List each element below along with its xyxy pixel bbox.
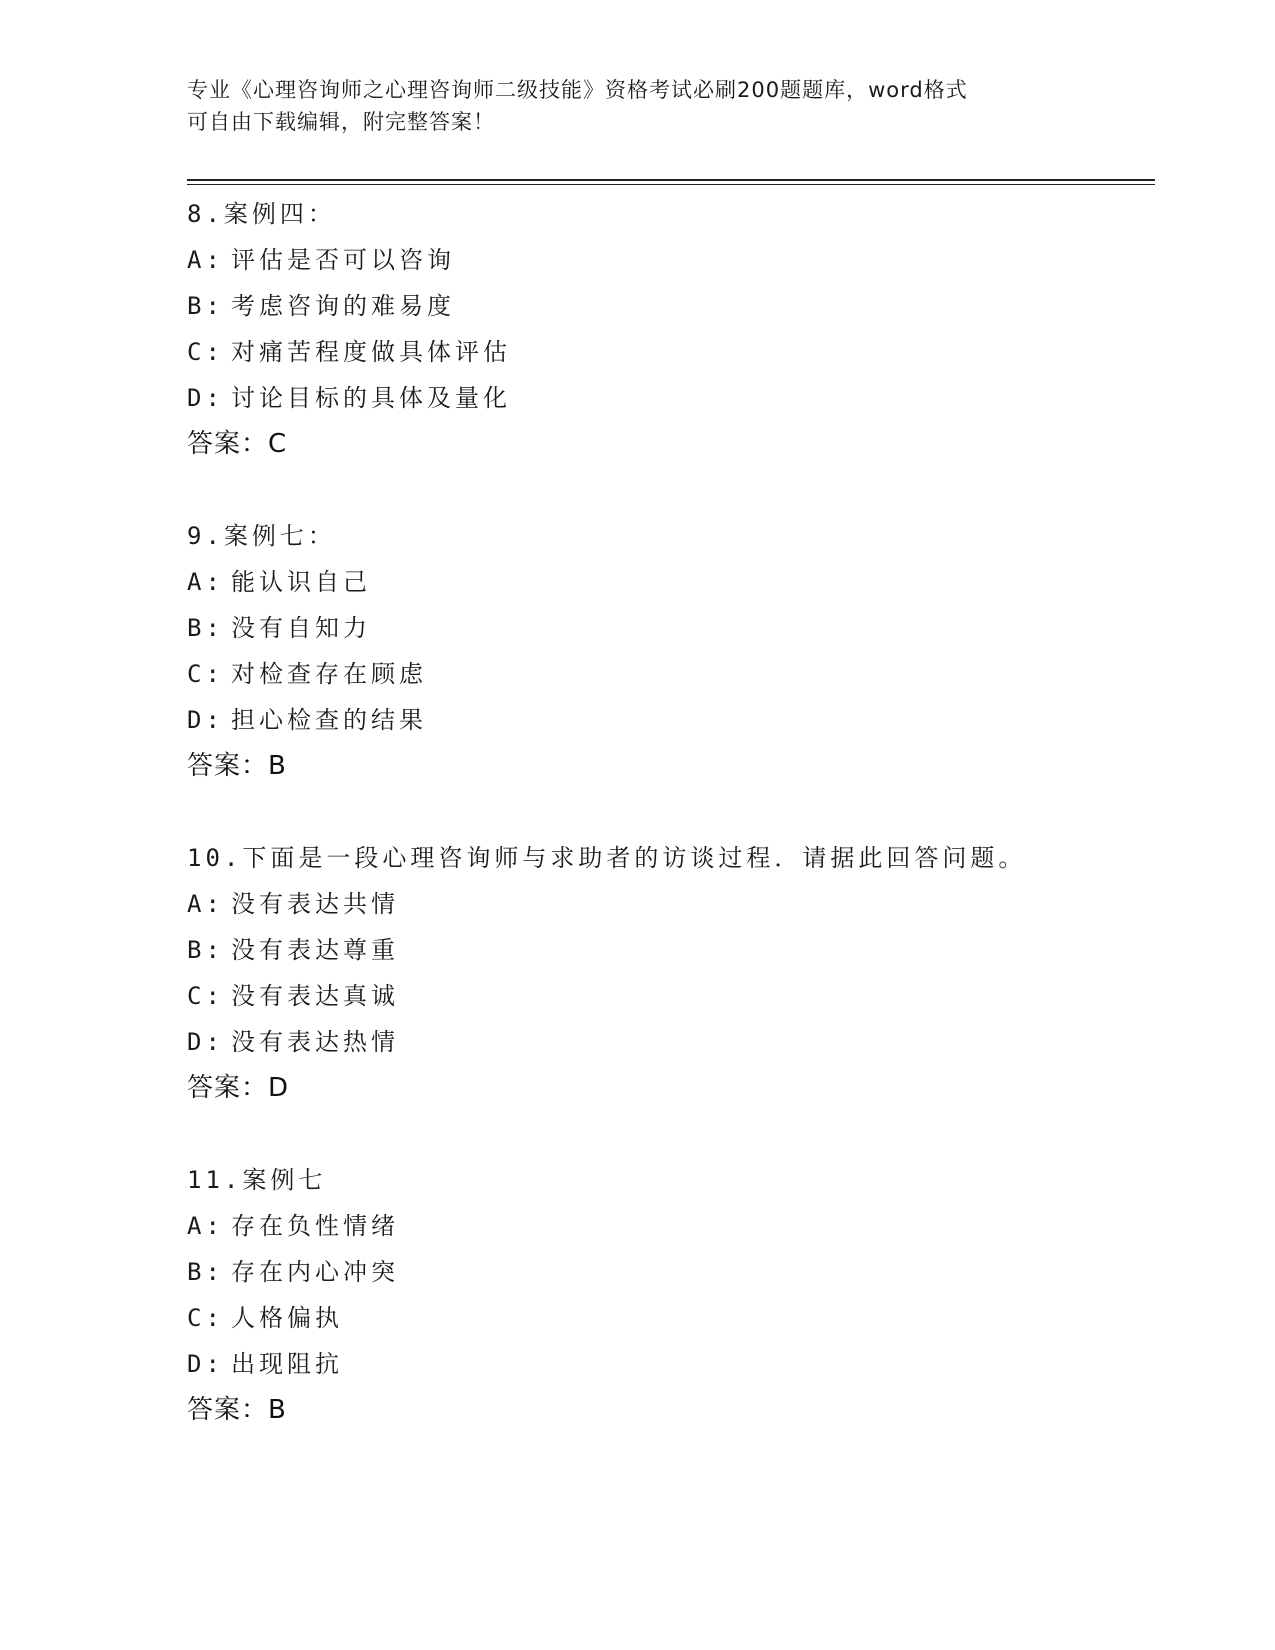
option-c [187, 329, 1147, 375]
option-a [187, 881, 1147, 927]
option-c [187, 1295, 1147, 1341]
option-letter: A: [187, 1212, 224, 1240]
header-title-line-2: 可自由下载编辑，附完整答案！ [187, 110, 495, 134]
option-letter: D: [187, 384, 224, 412]
question-item [187, 835, 1147, 1111]
option-text: 存在内心冲突 [231, 1258, 399, 1286]
question-list [187, 191, 1147, 1479]
option-letter: A: [187, 246, 224, 274]
option-letter: B: [187, 1258, 224, 1286]
option-a [187, 559, 1147, 605]
option-text: 没有表达真诚 [231, 982, 399, 1010]
answer-line: 答案：C [187, 429, 288, 459]
option-b [187, 927, 1147, 973]
document-header [187, 74, 1087, 138]
option-d [187, 1341, 1147, 1387]
option-text: 对检查存在顾虑 [231, 660, 427, 688]
option-letter: D: [187, 1350, 224, 1378]
question-item [187, 1157, 1147, 1433]
option-a [187, 237, 1147, 283]
option-text: 考虑咨询的难易度 [231, 292, 455, 320]
option-b [187, 605, 1147, 651]
option-text: 没有表达共情 [231, 890, 399, 918]
option-c [187, 973, 1147, 1019]
option-letter: D: [187, 1028, 224, 1056]
option-letter: C: [187, 982, 224, 1010]
option-text: 没有表达热情 [231, 1028, 399, 1056]
question-item [187, 513, 1147, 789]
option-letter: C: [187, 1304, 224, 1332]
option-text: 对痛苦程度做具体评估 [231, 338, 511, 366]
question-title: 10.下面是一段心理咨询师与求助者的访谈过程．请据此回答问题。 [187, 844, 1027, 872]
option-text: 没有自知力 [231, 614, 371, 642]
option-text: 没有表达尊重 [231, 936, 399, 964]
option-letter: A: [187, 568, 224, 596]
option-text: 担心检查的结果 [231, 706, 427, 734]
option-text: 存在负性情绪 [231, 1212, 399, 1240]
option-text: 讨论目标的具体及量化 [231, 384, 511, 412]
option-c [187, 651, 1147, 697]
question-title: 11.案例七 [187, 1166, 327, 1194]
option-letter: A: [187, 890, 224, 918]
option-b [187, 1249, 1147, 1295]
option-text: 评估是否可以咨询 [231, 246, 455, 274]
option-text: 出现阻抗 [231, 1350, 343, 1378]
question-title: 9.案例七： [187, 522, 336, 550]
answer-line: 答案：D [187, 1073, 290, 1103]
option-letter: C: [187, 660, 224, 688]
option-b [187, 283, 1147, 329]
option-d [187, 375, 1147, 421]
question-title: 8.案例四： [187, 200, 336, 228]
option-letter: B: [187, 292, 224, 320]
option-text: 人格偏执 [231, 1304, 343, 1332]
option-letter: B: [187, 936, 224, 964]
answer-line: 答案：B [187, 751, 287, 781]
option-text: 能认识自己 [231, 568, 371, 596]
option-a [187, 1203, 1147, 1249]
option-letter: C: [187, 338, 224, 366]
option-letter: D: [187, 706, 224, 734]
header-divider-thick [187, 179, 1155, 181]
answer-line: 答案：B [187, 1395, 287, 1425]
question-item [187, 191, 1147, 467]
option-d [187, 1019, 1147, 1065]
option-d [187, 697, 1147, 743]
header-title-line-1: 专业《心理咨询师之心理咨询师二级技能》资格考试必刷200题题库，word格式 [187, 78, 968, 102]
header-divider-thin [187, 184, 1155, 185]
option-letter: B: [187, 614, 224, 642]
